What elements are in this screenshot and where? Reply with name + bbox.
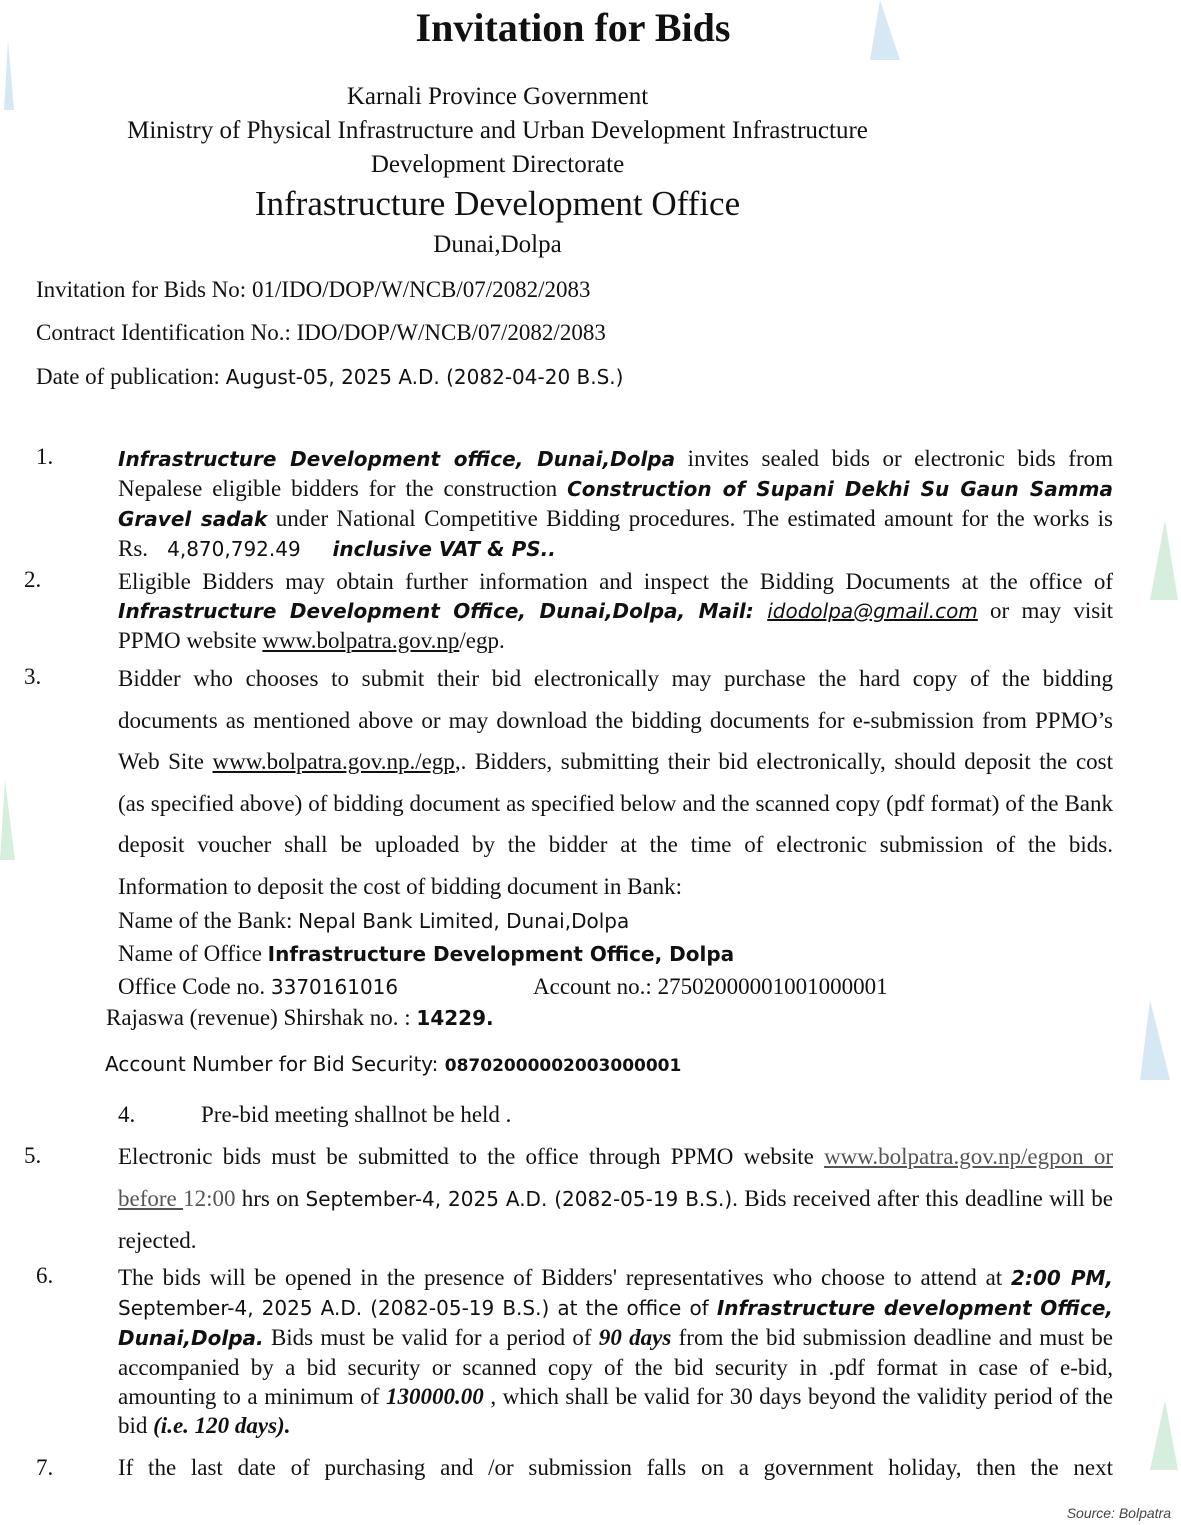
item-number: 5. (24, 1143, 42, 1168)
publication-date: Date of publication: August-05, 2025 A.D. (2082-04-20 B.S.) (36, 364, 624, 389)
header-office-name: Infrastructure Development Office (254, 184, 741, 223)
header-line-directorate: Development Directorate (370, 151, 625, 178)
document-title: Invitation for Bids (415, 5, 731, 50)
source-credit: Source: Bolpatra (1066, 1505, 1171, 1521)
header-location: Dunai,Dolpa (433, 231, 562, 258)
item-3-paragraph: Bidder who chooses to submit their bid electronically may purchase the hard copy of the bidding documents as mentioned above or may download the bidding documents for e-submission from PPMO’s Web Site www.bolpatra.gov.np./egp,. Bidders, submitting their bid electronically, should deposit the cost (as specified above) of bidding document as specified below and the scanned copy (pdf format) of the Bank deposit voucher shall be uploaded by the bidder at the time of electronic submission of the bids. Information to deposit the cost of bidding document in Bank: (118, 666, 1114, 899)
item-number: 6. (36, 1263, 54, 1288)
office-name: Name of Office Infrastructure Development Office, Dolpa (118, 941, 735, 966)
header-line-ministry: Ministry of Physical Infrastructure and Urban Development Infrastructure (127, 117, 868, 144)
item-number: 2. (24, 567, 42, 592)
rajaswa-shirshak: Rajaswa (revenue) Shirshak no. : 14229. (106, 1005, 494, 1030)
item-number: 7. (36, 1455, 54, 1480)
watermark-arrow-icon (1150, 1400, 1178, 1470)
email-link[interactable]: idodolpa@gmail.com (767, 599, 978, 623)
item-7-paragraph: If the last date of purchasing and /or submission falls on a government holiday, then the next (118, 1455, 1113, 1480)
ifb-number: Invitation for Bids No: 01/IDO/DOP/W/NCB/07/2082/2083 (36, 277, 591, 302)
account-number: Account no.: 27502000001001000001 (533, 974, 888, 999)
item-4-paragraph: Pre-bid meeting shallnot be held . (201, 1102, 512, 1127)
office-code: Office Code no. 3370161016 (118, 974, 399, 999)
item-number: 3. (24, 664, 42, 689)
item-5-paragraph: Electronic bids must be submitted to the office through PPMO website www.bolpatra.gov.np/egpon or before 12:00 hrs on September-4, 2025 A.D. (2082-05-19 B.S.). Bids received after this deadline will be rejected. (118, 1144, 1113, 1253)
item-number: 4. (118, 1102, 136, 1127)
item-2-paragraph: Eligible Bidders may obtain further information and inspect the Bidding Documents at the office of Infrastructure Development Office, Dunai,Dolpa, Mail: idodolpa@gmail.com or may visit PPMO website www.bolpatra.gov.np/egp. (118, 569, 1113, 653)
bid-security-account: Account Number for Bid Security: 08702000002003000001 (105, 1052, 682, 1076)
watermark-arrow-icon (1150, 520, 1178, 600)
bolpatra-link[interactable]: www.bolpatra.gov.np (262, 628, 460, 653)
bolpatra-submit-link[interactable]: www.bolpatra.gov.np/egpon or before (118, 1144, 1113, 1211)
item-number: 1. (36, 444, 54, 469)
watermark-arrow-icon (1140, 1000, 1170, 1080)
watermark-arrow-icon (0, 780, 15, 860)
header-line-government: Karnali Province Government (346, 83, 649, 110)
item-6-paragraph: The bids will be opened in the presence of Bidders' representatives who choose to attend at 2:00 PM, September-4, 2025 A.D. (2082-05-19 B.S.) at the office of Infrastructure development Office, Dunai,Dolpa. Bids must be valid for a period of 90 days from the bid submission deadline and must be accompanied by a bid security or scanned copy of the bid security in .pdf format in case of e-bid, amounting to a minimum of 130000.00 , which shall be valid for 30 days beyond the validity period of the bid (i.e. 120 days). (118, 1265, 1114, 1438)
bank-name: Name of the Bank: Nepal Bank Limited, Dunai,Dolpa (118, 908, 630, 933)
item-1-paragraph: Infrastructure Development office, Dunai,Dolpa invites sealed bids or electronic bids from Nepalese eligible bidders for the construction Construction of Supani Dekhi Su Gaun Samma Gravel sadak under National Competitive Bidding procedures. The estimated amount for the works is Rs. 4,870,792.49 inclusive VAT & PS.. (118, 446, 1114, 561)
contract-id: Contract Identification No.: IDO/DOP/W/NCB/07/2082/2083 (36, 320, 606, 345)
bolpatra-egp-link[interactable]: www.bolpatra.gov.np./egp (212, 749, 455, 774)
